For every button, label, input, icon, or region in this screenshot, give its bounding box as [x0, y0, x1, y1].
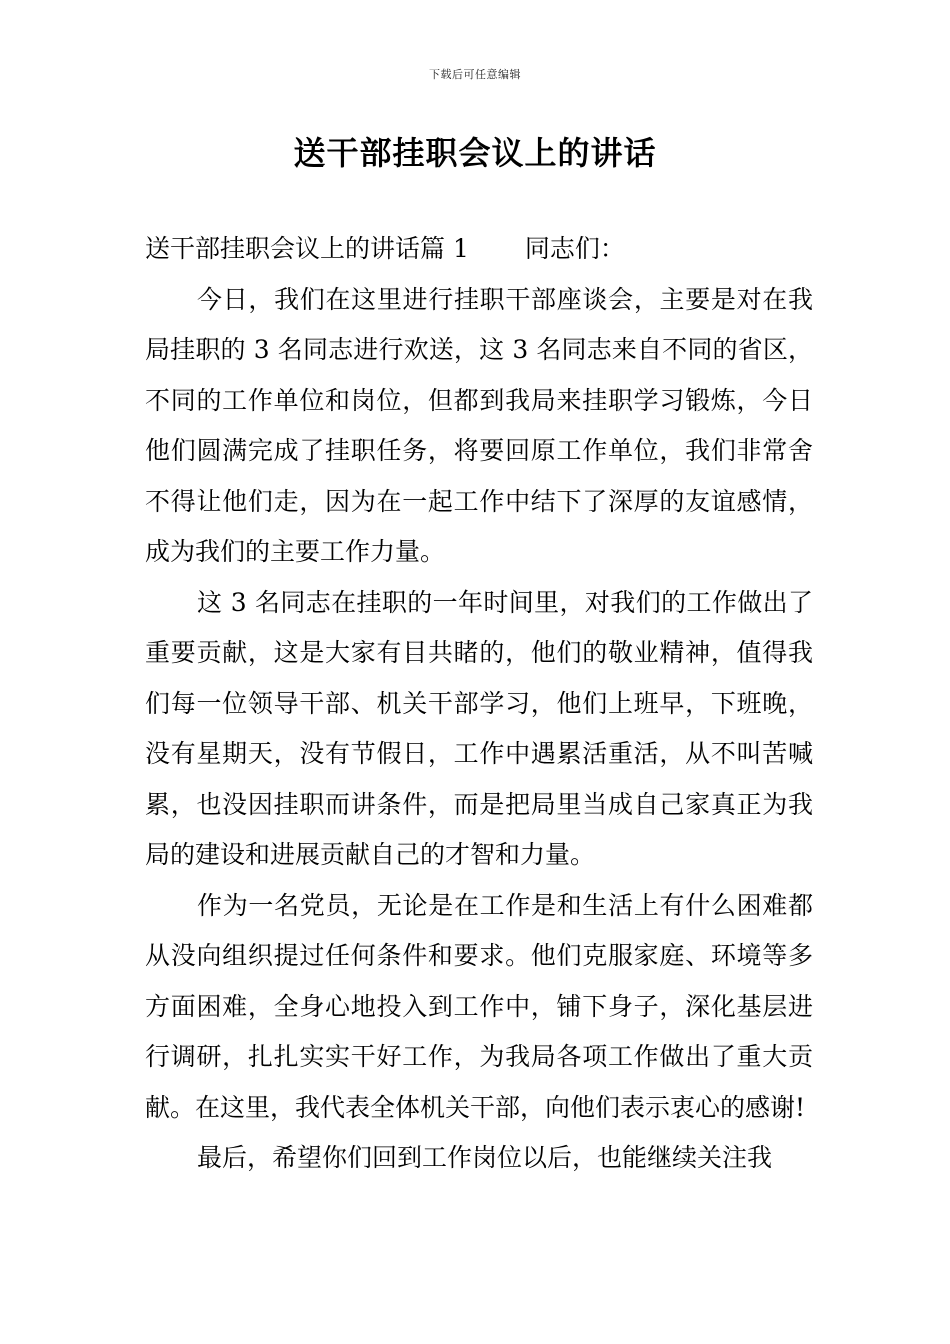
paragraph: 作为一名党员，无论是在工作是和生活上有什么困难都从没向组织提过任何条件和要求。他们克服家庭、环境等多方面困难，全身心地投入到工作中，铺下身子，深化基层进行调研，扎扎实实干好工作，为我局各项工作做出了重大贡献。在这里，我代表全体机关干部，向他们表示衷心的感谢!: [145, 890, 813, 1122]
salutation: 同志们：: [524, 234, 625, 263]
lead-line: [145, 224, 813, 275]
page-title: 送干部挂职会议上的讲话: [293, 134, 657, 172]
paragraph: 这 3 名同志在挂职的一年时间里，对我们的工作做出了重要贡献，这是大家有目共睹的，他们的敬业精神，值得我们每一位领导干部、机关干部学习，他们上班早，下班晚，没有星期天，没有节假日，工作中遇累活重活，从不叫苦喊累，也没因挂职而讲条件，而是把局里当成自己家真正为我局的建设和进展贡献自己的才智和力量。: [145, 587, 813, 869]
document-body: [145, 224, 813, 1184]
section-heading: 送干部挂职会议上的讲话篇 1: [145, 234, 469, 263]
header-note: 下载后可任意编辑: [429, 68, 521, 81]
paragraph: 今日，我们在这里进行挂职干部座谈会，主要是对在我局挂职的 3 名同志进行欢送，这 3 名同志来自不同的省区，不同的工作单位和岗位，但都到我局来挂职学习锻炼，今日他们圆满完成了挂职任务，将要回原工作单位，我们非常舍不得让他们走，因为在一起工作中结下了深厚的友谊感情，成为我们的主要工作力量。: [145, 284, 813, 566]
paragraph: 最后，希望你们回到工作岗位以后，也能继续关注我: [197, 1143, 773, 1172]
